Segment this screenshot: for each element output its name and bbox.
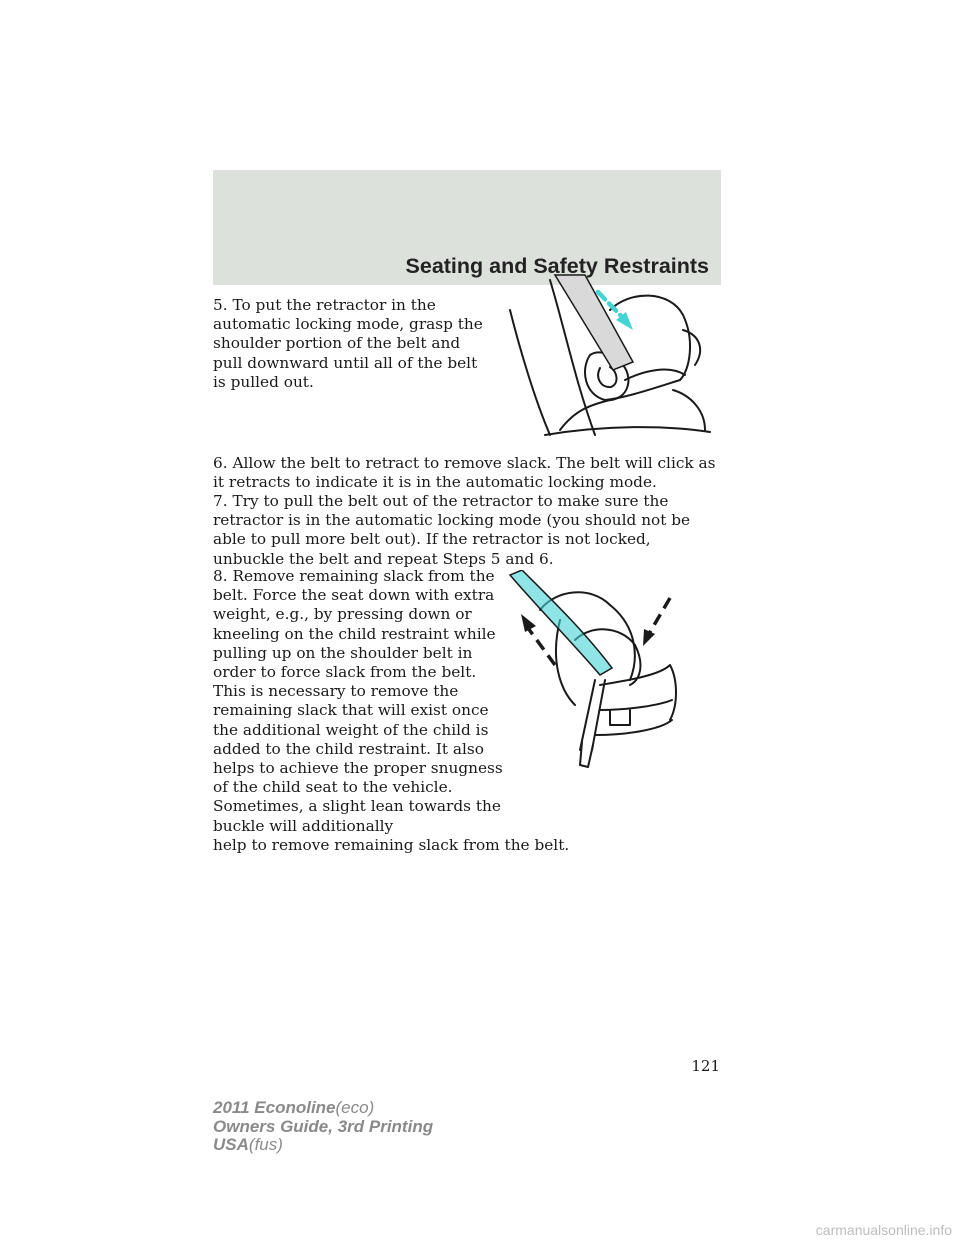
footer-line-2: Owners Guide, 3rd Printing — [213, 1116, 434, 1136]
footer-model-code: (eco) — [335, 1098, 375, 1117]
footer-line-1 — [213, 1099, 433, 1118]
step-6-text: 6. Allow the belt to retract to remove slack. The belt will click as it retracts to indicate it is in the automatic locking mode. — [213, 454, 716, 492]
step-8-last-line: help to remove remaining slack from the belt. — [213, 835, 570, 854]
watermark: carmanualsonline.info — [815, 1222, 952, 1238]
step-8-body: 8. Remove remaining slack from the belt. Force the seat down with extra weight, e.g., by pressing down or kneeling on the child restraint while pulling up on the shoulder belt in order to force slack from the belt. This is necessary to remove the remaining slack that will exist once the additional weight of the child is added to the child restraint. It also helps to achieve the proper snugness of the child seat to the vehicle. Sometimes, a slight lean towards the buckle will additionally — [213, 567, 503, 835]
step-7-text: 7. Try to pull the belt out of the retractor to make sure the retractor is in the automatic locking mode (you should not be able to pull more belt out). If the retractor is not locked, unbuckle the belt and repeat Steps 5 and 6. — [213, 492, 691, 568]
section-header-band — [213, 170, 721, 285]
remove-slack-illustration — [500, 570, 700, 770]
pull-up-arrow-icon — [521, 614, 555, 665]
step-5-text: 5. To put the retractor in the automatic locking mode, grasp the shoulder portion of the belt and pull downward until all of the belt is pulled out. — [213, 296, 483, 391]
page-number: 121 — [691, 1057, 720, 1075]
section-title: Seating and Safety Restraints — [405, 254, 709, 278]
retractor-pull-illustration — [505, 270, 720, 440]
footer-market-code: (fus) — [248, 1135, 283, 1154]
footer-line-3 — [213, 1136, 433, 1155]
footer-market: USA — [213, 1135, 249, 1154]
footer-model: 2011 Econoline — [213, 1098, 336, 1117]
press-down-arrow-icon — [643, 598, 670, 646]
step-8-text — [213, 567, 570, 855]
footer-edition-info — [213, 1099, 433, 1155]
